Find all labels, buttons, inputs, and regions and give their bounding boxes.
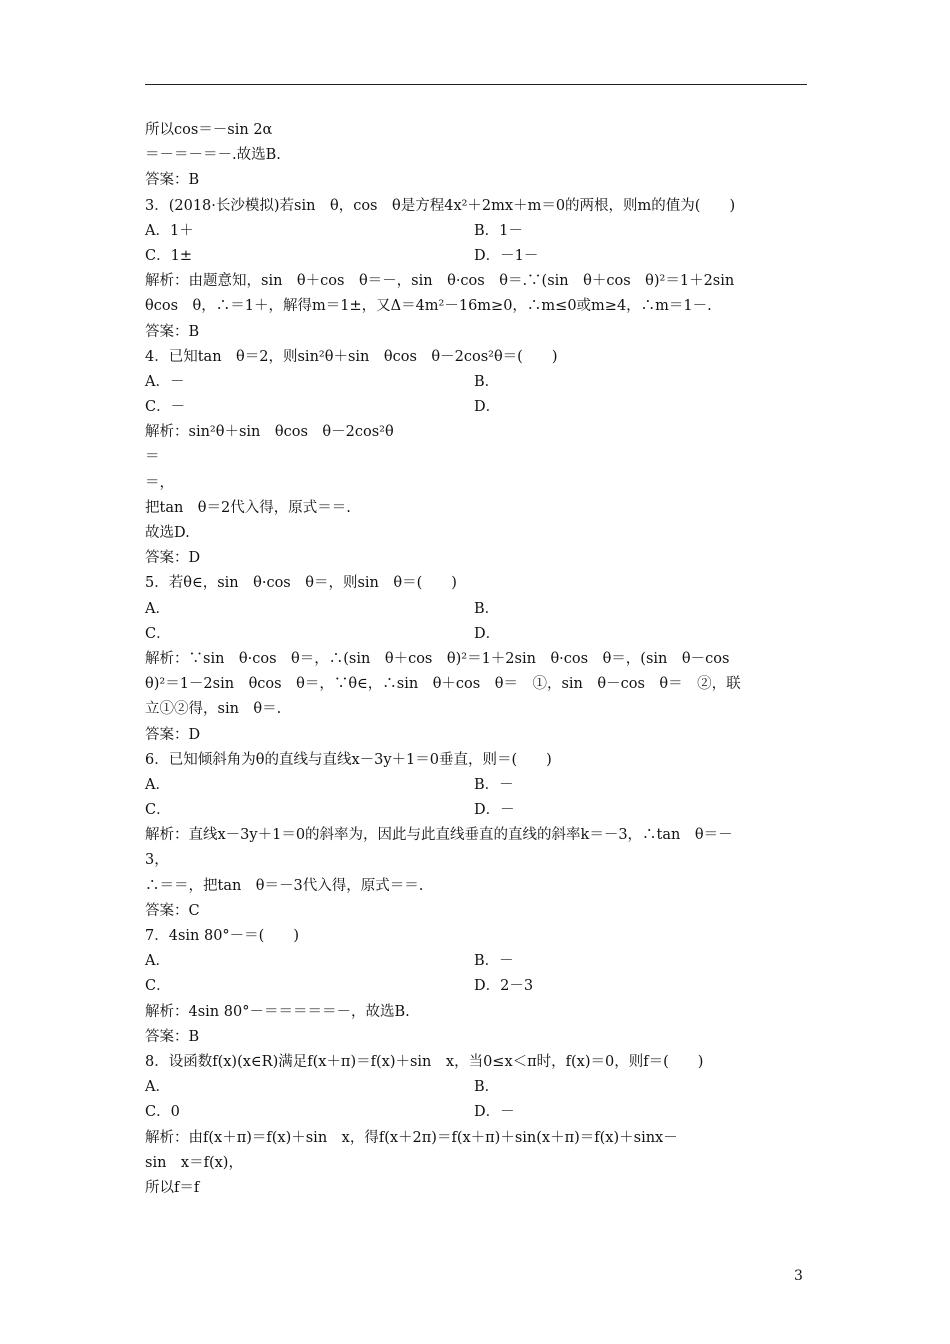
text-line: 答案：B [145, 323, 200, 340]
text-line: 所以f＝f [145, 1179, 200, 1196]
option-left: A． [145, 600, 170, 617]
option-right: B．1－ [474, 222, 523, 239]
text-line: 4．已知tan θ＝2，则sin²θ＋sin θcos θ－2cos²θ＝( ) [145, 348, 558, 365]
option-left: A． [145, 953, 170, 970]
option-left: C．0 [145, 1104, 180, 1121]
text-line: 7．4sin 80°－＝( ) [145, 928, 299, 944]
text-line: 答案：B [145, 172, 200, 189]
option-left: A．－ [145, 373, 185, 390]
option-right: D．2－3 [474, 978, 534, 995]
option-left: A．1＋ [145, 222, 194, 239]
page-content [145, 118, 807, 1201]
text-line: sin x＝f(x)， [145, 1154, 243, 1171]
text-line: 解析：由题意知，sin θ＋cos θ＝－，sin θ·cos θ＝.∵(sin θ＋cos θ)²＝1＋2sin [145, 273, 735, 290]
header-rule [145, 84, 807, 85]
text-line: 8．设函数f(x)(x∈R)满足f(x＋π)＝f(x)＋sin x，当0≤x＜π时，f(x)＝0，则f＝( ) [145, 1053, 704, 1070]
page-number: 3 [794, 1268, 803, 1284]
text-line: θ)²＝1－2sin θcos θ＝，∵θ∈，∴sin θ＋cos θ＝ ①，sin θ－cos θ＝ ②，联 [145, 676, 741, 693]
option-right: B．－ [474, 953, 514, 970]
option-row [145, 597, 807, 622]
text-line: 解析：直线x－3y＋1＝0的斜率为，因此与此直线垂直的直线的斜率k＝－3，∴tan θ＝－ [145, 827, 733, 844]
option-row [145, 798, 807, 823]
option-left: A． [145, 1079, 170, 1096]
text-line: 所以cos＝－sin 2α [145, 122, 273, 138]
option-left: C． [145, 978, 171, 995]
option-left: C． [145, 625, 171, 642]
text-line: 答案：C [145, 902, 200, 919]
option-row [145, 622, 807, 647]
text-line: 解析：sin²θ＋sin θcos θ－2cos²θ [145, 424, 394, 441]
text-line: 解析：∵sin θ·cos θ＝，∴(sin θ＋cos θ)²＝1＋2sin θ·cos θ＝，(sin θ－cos [145, 650, 730, 667]
option-row [145, 244, 807, 269]
option-row [145, 219, 807, 244]
option-right: D．－ [474, 1104, 515, 1121]
text-line: 5．若θ∈，sin θ·cos θ＝，则sin θ＝( ) [145, 575, 457, 592]
option-row [145, 1100, 807, 1125]
option-right: D．－1－ [474, 247, 539, 264]
option-row [145, 949, 807, 974]
text-line: 3．(2018·长沙模拟)若sin θ，cos θ是方程4x²＋2mx＋m＝0的两根，则m的值为( ) [145, 197, 736, 214]
option-row [145, 395, 807, 420]
option-right: D．－ [474, 802, 515, 819]
text-line: 解析：由f(x＋π)＝f(x)＋sin x，得f(x＋2π)＝f(x＋π)＋sin(x＋π)＝f(x)＋sinx－ [145, 1129, 678, 1146]
option-left: A． [145, 776, 170, 793]
text-line: 答案：D [145, 726, 201, 743]
option-right: B．－ [474, 776, 514, 793]
option-right: B． [474, 373, 500, 390]
text-line: 解析：4sin 80°－＝＝＝＝＝－，故选B. [145, 1003, 410, 1020]
option-left: C．－ [145, 399, 186, 416]
option-left: C．1± [145, 247, 192, 264]
option-left: C． [145, 802, 171, 819]
option-right: B． [474, 1079, 500, 1096]
text-line: 答案：D [145, 550, 201, 567]
text-line: 答案：B [145, 1028, 200, 1045]
text-line: ＝ [145, 449, 160, 466]
text-line: 3， [145, 852, 169, 869]
text-line: θcos θ，∴＝1＋，解得m＝1±，又Δ＝4m²－16m≥0，∴m≤0或m≥4，∴m＝1－. [145, 298, 712, 315]
text-line: ∴＝＝，把tan θ＝－3代入得，原式＝＝. [145, 877, 424, 894]
option-row [145, 370, 807, 395]
text-line: 把tan θ＝2代入得，原式＝＝. [145, 499, 351, 516]
text-line: ＝， [145, 474, 174, 491]
option-row [145, 773, 807, 798]
text-line: ＝－＝－＝－.故选B. [145, 147, 281, 164]
option-row [145, 974, 807, 999]
option-row [145, 1075, 807, 1100]
text-line: 立①②得，sin θ＝. [145, 701, 282, 718]
text-line: 6．已知倾斜角为θ的直线与直线x－3y＋1＝0垂直，则＝( ) [145, 751, 552, 768]
option-right: B． [474, 600, 500, 617]
text-line: 故选D. [145, 525, 190, 541]
option-right: D． [474, 625, 501, 642]
option-right: D． [474, 399, 501, 416]
